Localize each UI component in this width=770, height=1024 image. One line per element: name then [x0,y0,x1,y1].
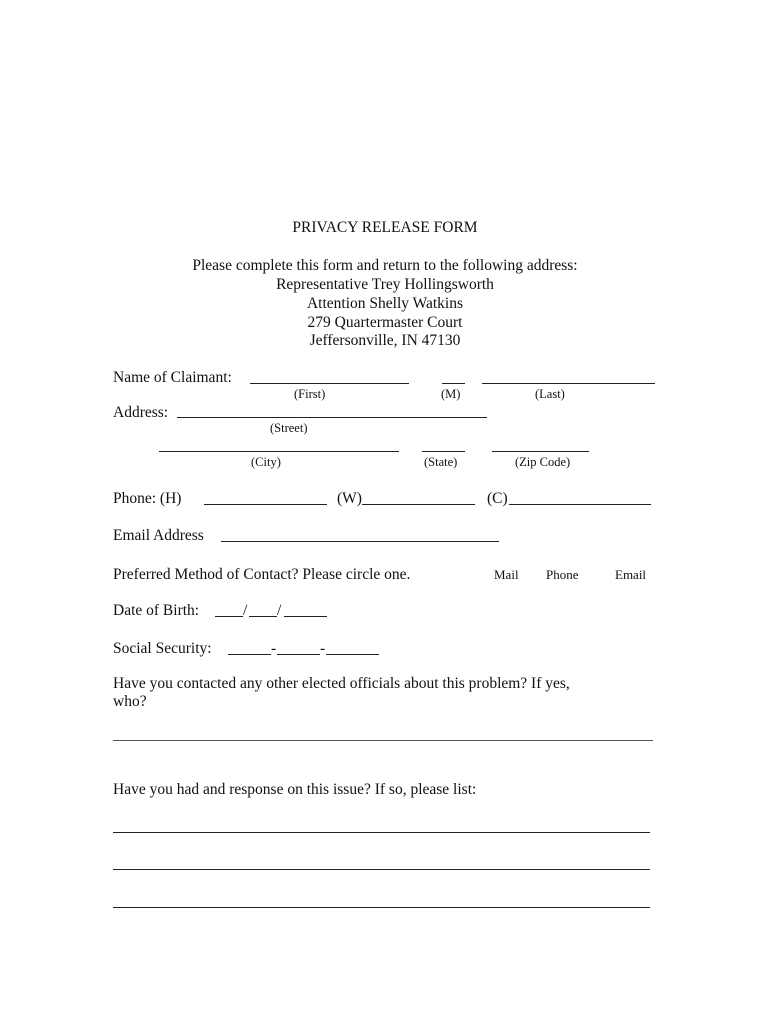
instructions-text: Please complete this form and return to the following address: [192,257,578,274]
phone-home-field[interactable] [204,504,327,505]
street-caption: (Street) [270,421,308,435]
email-field[interactable] [221,541,499,542]
officials-question-line-2: who? [113,693,147,710]
first-caption: (First) [294,387,326,401]
dob-year-field[interactable] [284,616,327,617]
dob-separator-1: / [243,602,248,619]
ssn-part1-field[interactable] [228,654,271,655]
address-label: Address: [113,404,169,421]
officials-question-line-1: Have you contacted any other elected officials about this problem? If yes, [113,675,570,692]
response-question: Have you had and response on this issue? If so, please list: [113,781,477,798]
state-caption: (State) [424,455,458,469]
middle-caption: (M) [441,387,461,401]
contact-method-label: Preferred Method of Contact? Please circle one. [113,566,411,583]
ssn-separator-1: - [271,640,277,657]
contact-option-email[interactable]: Email [615,567,647,582]
address-line-4: Jeffersonville, IN 47130 [309,332,461,349]
response-answer-line-3[interactable] [113,907,650,908]
claimant-label: Name of Claimant: [113,369,232,386]
zip-field[interactable] [492,451,589,452]
zip-caption: (Zip Code) [515,455,571,469]
phone-work-label: (W) [337,490,362,507]
ssn-part2-field[interactable] [277,654,320,655]
state-field[interactable] [422,451,465,452]
dob-label: Date of Birth: [113,602,200,619]
response-answer-line-2[interactable] [113,869,650,870]
last-caption: (Last) [535,387,565,401]
phone-work-field[interactable] [362,504,475,505]
email-label: Email Address [113,527,204,544]
address-line-2: Attention Shelly Watkins [306,295,464,312]
dob-separator-2: / [277,602,282,619]
form-title: PRIVACY RELEASE FORM [292,219,478,236]
response-answer-line-1[interactable] [113,832,650,833]
officials-answer-line[interactable] [113,740,653,741]
city-caption: (City) [251,455,281,469]
address-line-1: Representative Trey Hollingsworth [276,276,494,293]
phone-home-label: Phone: (H) [113,490,182,507]
address-line-3: 279 Quartermaster Court [307,314,463,331]
last-name-field[interactable] [482,383,655,384]
phone-cell-label: (C) [487,490,508,507]
contact-option-phone[interactable]: Phone [546,567,579,582]
street-field[interactable] [177,417,487,418]
dob-day-field[interactable] [249,616,277,617]
phone-cell-field[interactable] [509,504,651,505]
ssn-label: Social Security: [113,640,212,657]
middle-initial-field[interactable] [442,383,465,384]
city-field[interactable] [159,451,399,452]
contact-option-mail[interactable]: Mail [494,567,519,582]
ssn-separator-2: - [320,640,326,657]
dob-month-field[interactable] [215,616,243,617]
first-name-field[interactable] [250,383,409,384]
ssn-part3-field[interactable] [326,654,379,655]
